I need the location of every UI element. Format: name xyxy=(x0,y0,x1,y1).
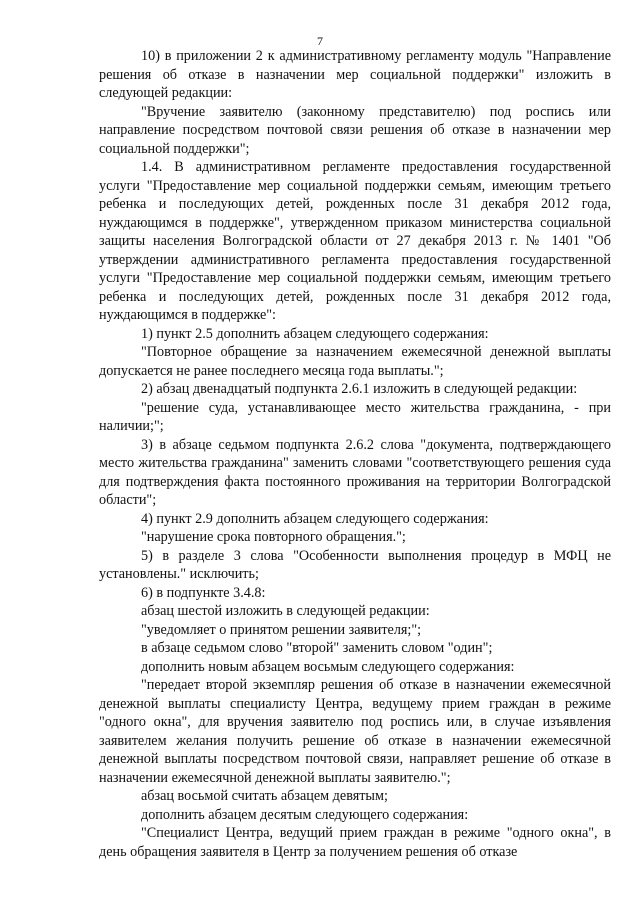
paragraph: 2) абзац двенадцатый подпункта 2.6.1 изложить в следующей редакции: xyxy=(141,381,578,397)
paragraph: "нарушение срока повторного обращения."; xyxy=(141,529,406,545)
paragraph: 6) в подпункте 3.4.8: xyxy=(141,584,266,601)
paragraph: 1.4. В административном регламенте предоставления государственной услуги "Предоставление мер социальной поддержки семьям, имеющим третьего ребенка и последующих детей, рожденных после 31 декабря 2012 года, нуждающимся в поддержке", утвержденном приказом министерства социальной защиты населения Волгоградской области от 27 декабря 2013 г. № 1401 "Об утверждении административного регламента предоставления государственной услуги "Предоставление мер социальной поддержки семьям, имеющим третьего ребенка и последующих детей, рожденных после 31 декабря 2012 года, нуждающимся в поддержке": xyxy=(99,159,611,323)
paragraph: "Специалист Центра, ведущий прием граждан в режиме "одного окна", в день обращения заявителя в Центр за получением решения об отказе xyxy=(99,825,611,860)
paragraph: "решение суда, устанавливающее место жительства гражданина, - при наличии;"; xyxy=(99,399,611,434)
paragraph: "передает второй экземпляр решения об отказе в назначении ежемесячной денежной выплаты специалисту Центра, ведущему прием граждан в режиме "одного окна", для вручения заявителю под роспись или, в случае изъявления заявителем желания получить решение об отказе в назначении ежемесячной денежной выплаты посредством почтовой связи, направляет решение об отказе в назначении ежемесячной денежной выплаты заявителю."; xyxy=(99,677,611,786)
paragraph: абзац шестой изложить в следующей редакции: xyxy=(141,603,430,619)
paragraph: 1) пункт 2.5 дополнить абзацем следующего содержания: xyxy=(141,325,489,342)
page-number: 7 xyxy=(317,34,323,48)
paragraph: 10) в приложении 2 к административному регламенту модуль "Направление решения об отказе в назначении мер социальной поддержки" изложить в следующей редакции: xyxy=(99,48,611,101)
paragraph: "Вручение заявителю (законному представителю) под роспись или направление посредством почтовой связи решения об отказе в назначении мер социальной поддержки"; xyxy=(99,103,611,157)
document-body xyxy=(99,47,611,861)
paragraph: "Повторное обращение за назначением ежемесячной денежной выплаты допускается не ранее последнего месяца года выплаты."; xyxy=(99,344,611,379)
paragraph: 5) в разделе 3 слова "Особенности выполнения процедур в МФЦ не установлены." исключить; xyxy=(99,547,611,582)
paragraph: в абзаце седьмом слово "второй" заменить словом "один"; xyxy=(141,640,493,656)
paragraph: "уведомляет о принятом решении заявителя;"; xyxy=(141,621,422,638)
paragraph: 3) в абзаце седьмом подпункта 2.6.2 слова "документа, подтверждающего место жительства гражданина" заменить словами "соответствующего решения суда для подтверждения факта постоянного проживания на территории Волгоградской области"; xyxy=(99,436,611,508)
paragraph: 4) пункт 2.9 дополнить абзацем следующего содержания: xyxy=(141,510,489,527)
paragraph: дополнить новым абзацем восьмым следующего содержания: xyxy=(141,658,515,675)
paragraph: дополнить абзацем десятым следующего содержания: xyxy=(141,806,469,823)
paragraph: абзац восьмой считать абзацем девятым; xyxy=(141,788,388,804)
